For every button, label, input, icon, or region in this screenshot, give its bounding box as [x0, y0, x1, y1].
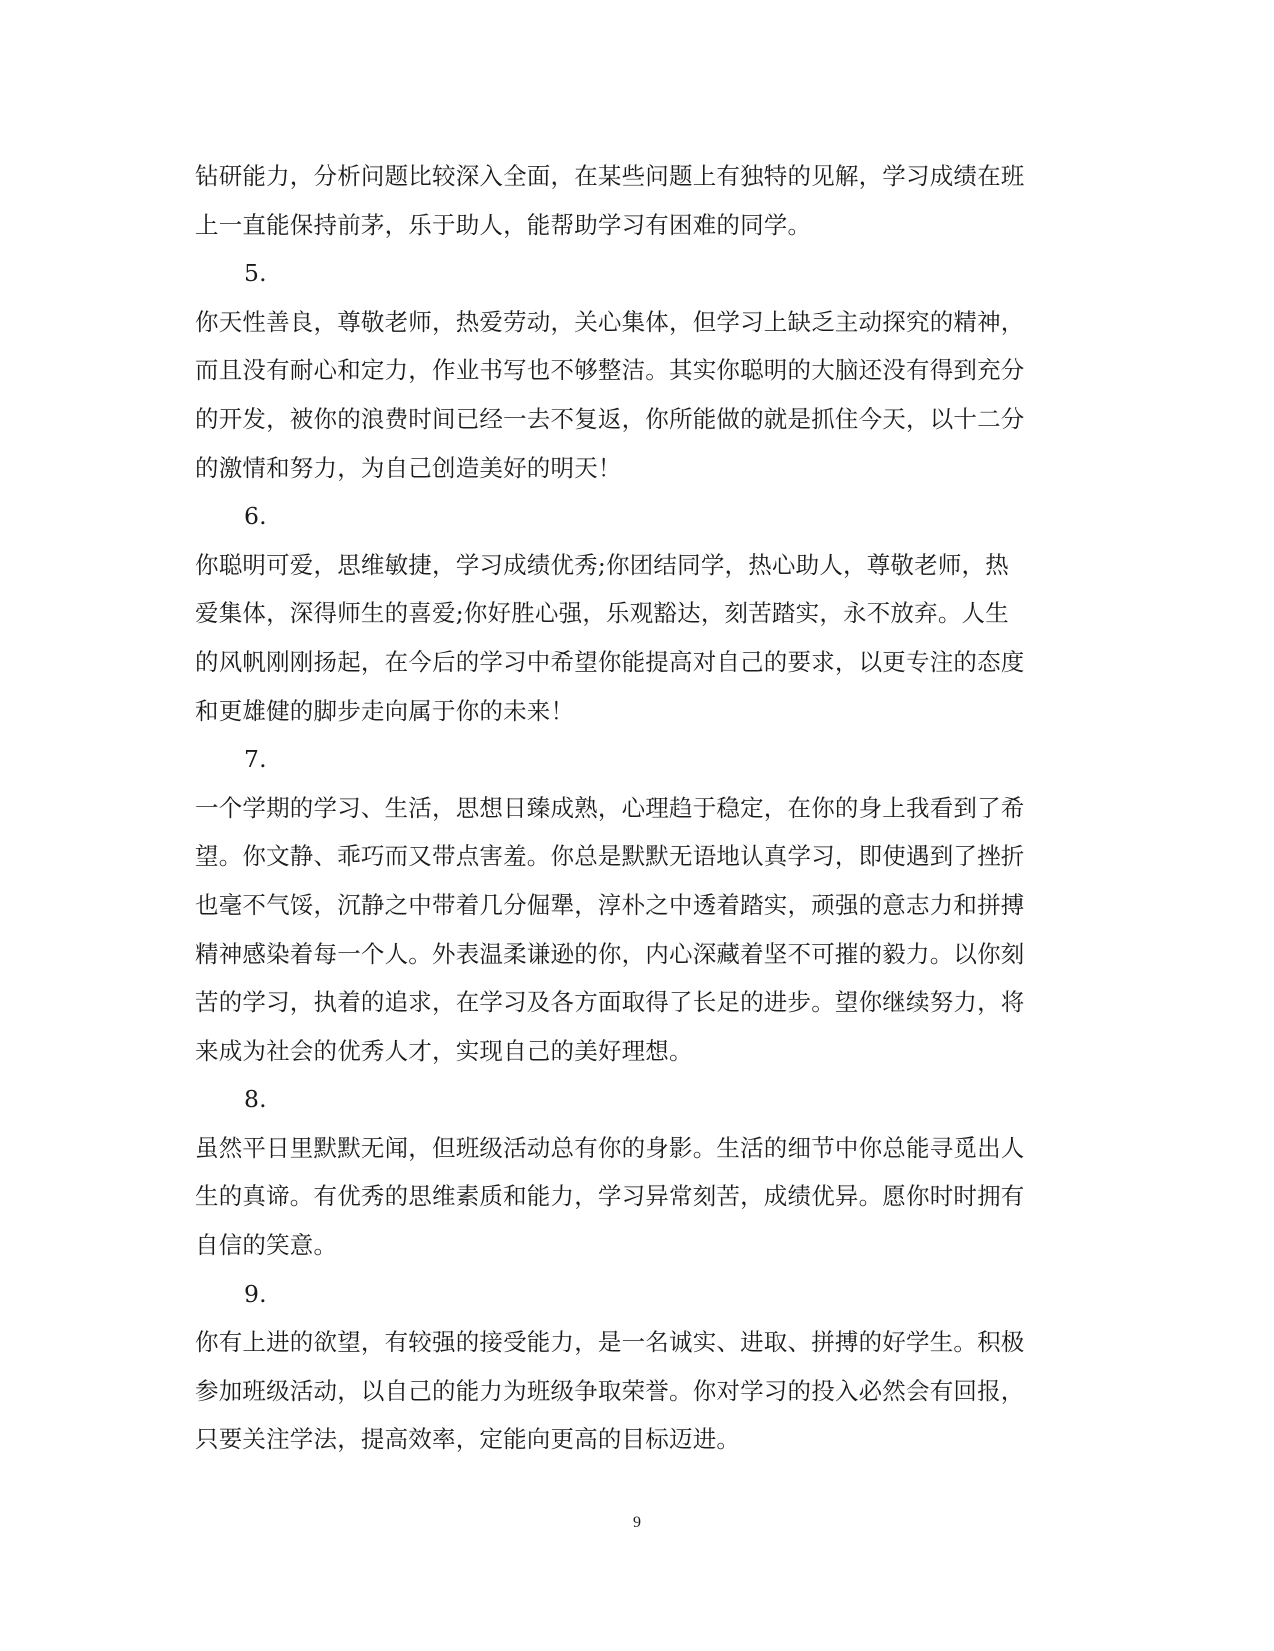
document-body [195, 152, 1075, 1464]
text-line: 的开发，被你的浪费时间已经一去不复返，你所能做的就是抓住今天，以十二分 [195, 404, 1025, 433]
text-line: 望。你文静、乖巧而又带点害羞。你总是默默无语地认真学习，即使遇到了挫折 [195, 842, 1025, 871]
text-line: 来成为社会的优秀人才，实现自己的美好理想。 [195, 1036, 693, 1065]
item-number: 6. [244, 502, 267, 531]
text-line: 虽然平日里默默无闻，但班级活动总有你的身影。生活的细节中你总能寻觅出人 [195, 1133, 1025, 1162]
text-line: 只要关注学法，提高效率，定能向更高的目标迈进。 [195, 1425, 741, 1454]
text-line: 精神感染着每一个人。外表温柔谦逊的你，内心深藏着坚不可摧的毅力。以你刻 [195, 939, 1025, 968]
item-number: 5. [244, 259, 267, 288]
item-number: 7. [244, 745, 267, 774]
text-line: 上一直能保持前茅，乐于助人，能帮助学习有困难的同学。 [195, 210, 812, 239]
text-line: 钻研能力，分析问题比较深入全面，在某些问题上有独特的见解，学习成绩在班 [195, 162, 1025, 190]
text-line: 你有上进的欲望，有较强的接受能力，是一名诚实、进取、拼搏的好学生。积极 [195, 1328, 1025, 1357]
text-line: 和更雄健的脚步走向属于你的未来！ [195, 696, 575, 725]
item-number: 9. [244, 1279, 267, 1308]
text-line: 生的真谛。有优秀的思维素质和能力，学习异常刻苦，成绩优异。愿你时时拥有 [195, 1182, 1025, 1211]
text-line: 一个学期的学习、生活，思想日臻成熟，心理趋于稳定，在你的身上我看到了希 [195, 793, 1025, 822]
text-line: 苦的学习，执着的追求，在学习及各方面取得了长足的进步。望你继续努力，将 [195, 988, 1025, 1017]
text-line: 爱集体，深得师生的喜爱;你好胜心强，乐观豁达，刻苦踏实，永不放弃。人生 [195, 599, 1009, 628]
text-line: 的激情和努力，为自己创造美好的明天！ [195, 453, 622, 482]
text-line: 你聪明可爱，思维敏捷，学习成绩优秀;你团结同学，热心助人，尊敬老师，热 [195, 550, 1009, 579]
text-line: 你天性善良，尊敬老师，热爱劳动，关心集体，但学习上缺乏主动探究的精神， [195, 307, 1025, 336]
text-line: 参加班级活动，以自己的能力为班级争取荣誉。你对学习的投入必然会有回报， [195, 1376, 1025, 1405]
text-line: 的风帆刚刚扬起，在今后的学习中希望你能提高对自己的要求，以更专注的态度 [195, 647, 1025, 676]
page-number: 9 [633, 1514, 641, 1531]
item-number: 8. [244, 1085, 267, 1114]
text-line: 也毫不气馁，沉静之中带着几分倔犟，淳朴之中透着踏实，顽强的意志力和拼搏 [195, 890, 1025, 919]
text-line: 而且没有耐心和定力，作业书写也不够整洁。其实你聪明的大脑还没有得到充分 [195, 356, 1025, 385]
text-line: 自信的笑意。 [195, 1231, 338, 1260]
